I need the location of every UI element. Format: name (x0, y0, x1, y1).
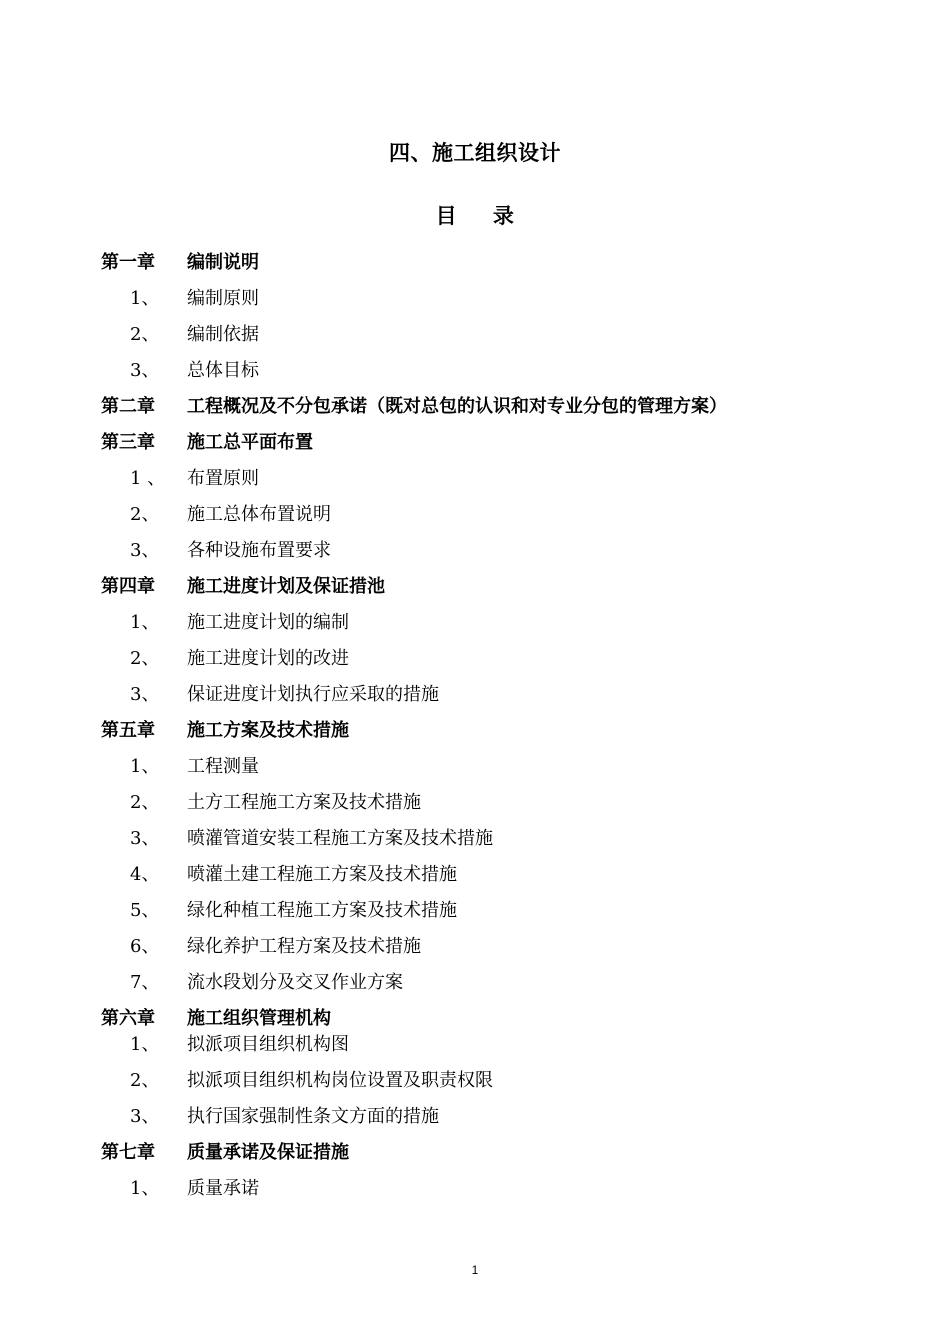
chapter-title: 施工组织管理机构 (187, 1008, 331, 1029)
toc-item-row (0, 320, 950, 356)
item-title: 布置原则 (187, 468, 259, 489)
item-number: 1、 (130, 756, 160, 777)
toc-item-row (0, 356, 950, 392)
toc-item-row (0, 536, 950, 572)
toc-item-row (0, 464, 950, 500)
item-number: 1、 (130, 1178, 160, 1199)
toc-chapter-row (0, 716, 950, 752)
item-title: 质量承诺 (187, 1178, 259, 1199)
item-number: 2、 (130, 324, 160, 345)
item-number: 1、 (130, 1034, 160, 1055)
item-title: 拟派项目组织机构图 (187, 1034, 349, 1055)
item-number: 7、 (130, 972, 160, 993)
item-title: 总体目标 (187, 360, 259, 381)
item-title: 土方工程施工方案及技术措施 (187, 792, 421, 813)
chapter-title: 工程概况及不分包承诺（既对总包的认识和对专业分包的管理方案） (187, 396, 727, 417)
chapter-number: 第七章 (101, 1142, 155, 1163)
page-number: 1 (471, 1263, 479, 1277)
item-title: 喷灌土建工程施工方案及技术措施 (187, 864, 457, 885)
item-number: 3、 (130, 1106, 160, 1127)
item-number: 6、 (130, 936, 160, 957)
toc-item-row (0, 1102, 950, 1138)
toc-item-row (0, 860, 950, 896)
item-number: 2、 (130, 792, 160, 813)
toc-item-row (0, 896, 950, 932)
toc-item-row (0, 680, 950, 716)
item-title: 各种设施布置要求 (187, 540, 331, 561)
item-title: 施工进度计划的编制 (187, 612, 349, 633)
toc-chapter-row (0, 1004, 950, 1030)
chapter-title: 施工方案及技术措施 (187, 720, 349, 741)
item-title: 执行国家强制性条文方面的措施 (187, 1106, 439, 1127)
chapter-number: 第三章 (101, 432, 155, 453)
toc-item-row (0, 788, 950, 824)
chapter-title: 编制说明 (187, 252, 259, 273)
toc-chapter-row (0, 1138, 950, 1174)
chapter-title: 质量承诺及保证措施 (187, 1142, 349, 1163)
item-title: 编制依据 (187, 324, 259, 345)
toc-chapter-row (0, 572, 950, 608)
item-number: 1 、 (130, 468, 166, 489)
item-title: 工程测量 (187, 756, 259, 777)
item-title: 施工进度计划的改进 (187, 648, 349, 669)
toc-item-row (0, 608, 950, 644)
toc-item-row (0, 932, 950, 968)
item-title: 绿化种植工程施工方案及技术措施 (187, 900, 457, 921)
item-number: 2、 (130, 648, 160, 669)
chapter-number: 第六章 (101, 1008, 155, 1029)
toc-item-row (0, 1066, 950, 1102)
toc-item-row (0, 752, 950, 788)
table-of-contents (0, 248, 950, 1210)
item-title: 编制原则 (187, 288, 259, 309)
item-number: 3、 (130, 684, 160, 705)
document-title: 四、施工组织设计 (389, 141, 561, 165)
item-number: 2、 (130, 504, 160, 525)
item-title: 施工总体布置说明 (187, 504, 331, 525)
toc-heading: 目 录 (435, 204, 515, 228)
toc-item-row (0, 968, 950, 1004)
chapter-number: 第四章 (101, 576, 155, 597)
chapter-title: 施工总平面布置 (187, 432, 313, 453)
toc-item-row (0, 500, 950, 536)
item-number: 3、 (130, 540, 160, 561)
toc-chapter-row (0, 428, 950, 464)
toc-item-row (0, 644, 950, 680)
item-number: 4、 (130, 864, 160, 885)
toc-item-row (0, 284, 950, 320)
item-title: 保证进度计划执行应采取的措施 (187, 684, 439, 705)
item-title: 喷灌管道安装工程施工方案及技术措施 (187, 828, 493, 849)
chapter-title: 施工进度计划及保证措池 (187, 576, 385, 597)
item-number: 1、 (130, 288, 160, 309)
item-title: 流水段划分及交叉作业方案 (187, 972, 403, 993)
item-number: 1、 (130, 612, 160, 633)
item-number: 3、 (130, 360, 160, 381)
item-title: 绿化养护工程方案及技术措施 (187, 936, 421, 957)
toc-item-row (0, 1030, 950, 1066)
toc-item-row (0, 824, 950, 860)
chapter-number: 第二章 (101, 396, 155, 417)
item-number: 3、 (130, 828, 160, 849)
item-number: 5、 (130, 900, 160, 921)
toc-chapter-row (0, 248, 950, 284)
chapter-number: 第一章 (101, 252, 155, 273)
toc-chapter-row (0, 392, 950, 428)
item-title: 拟派项目组织机构岗位设置及职责权限 (187, 1070, 493, 1091)
toc-item-row (0, 1174, 950, 1210)
item-number: 2、 (130, 1070, 160, 1091)
chapter-number: 第五章 (101, 720, 155, 741)
